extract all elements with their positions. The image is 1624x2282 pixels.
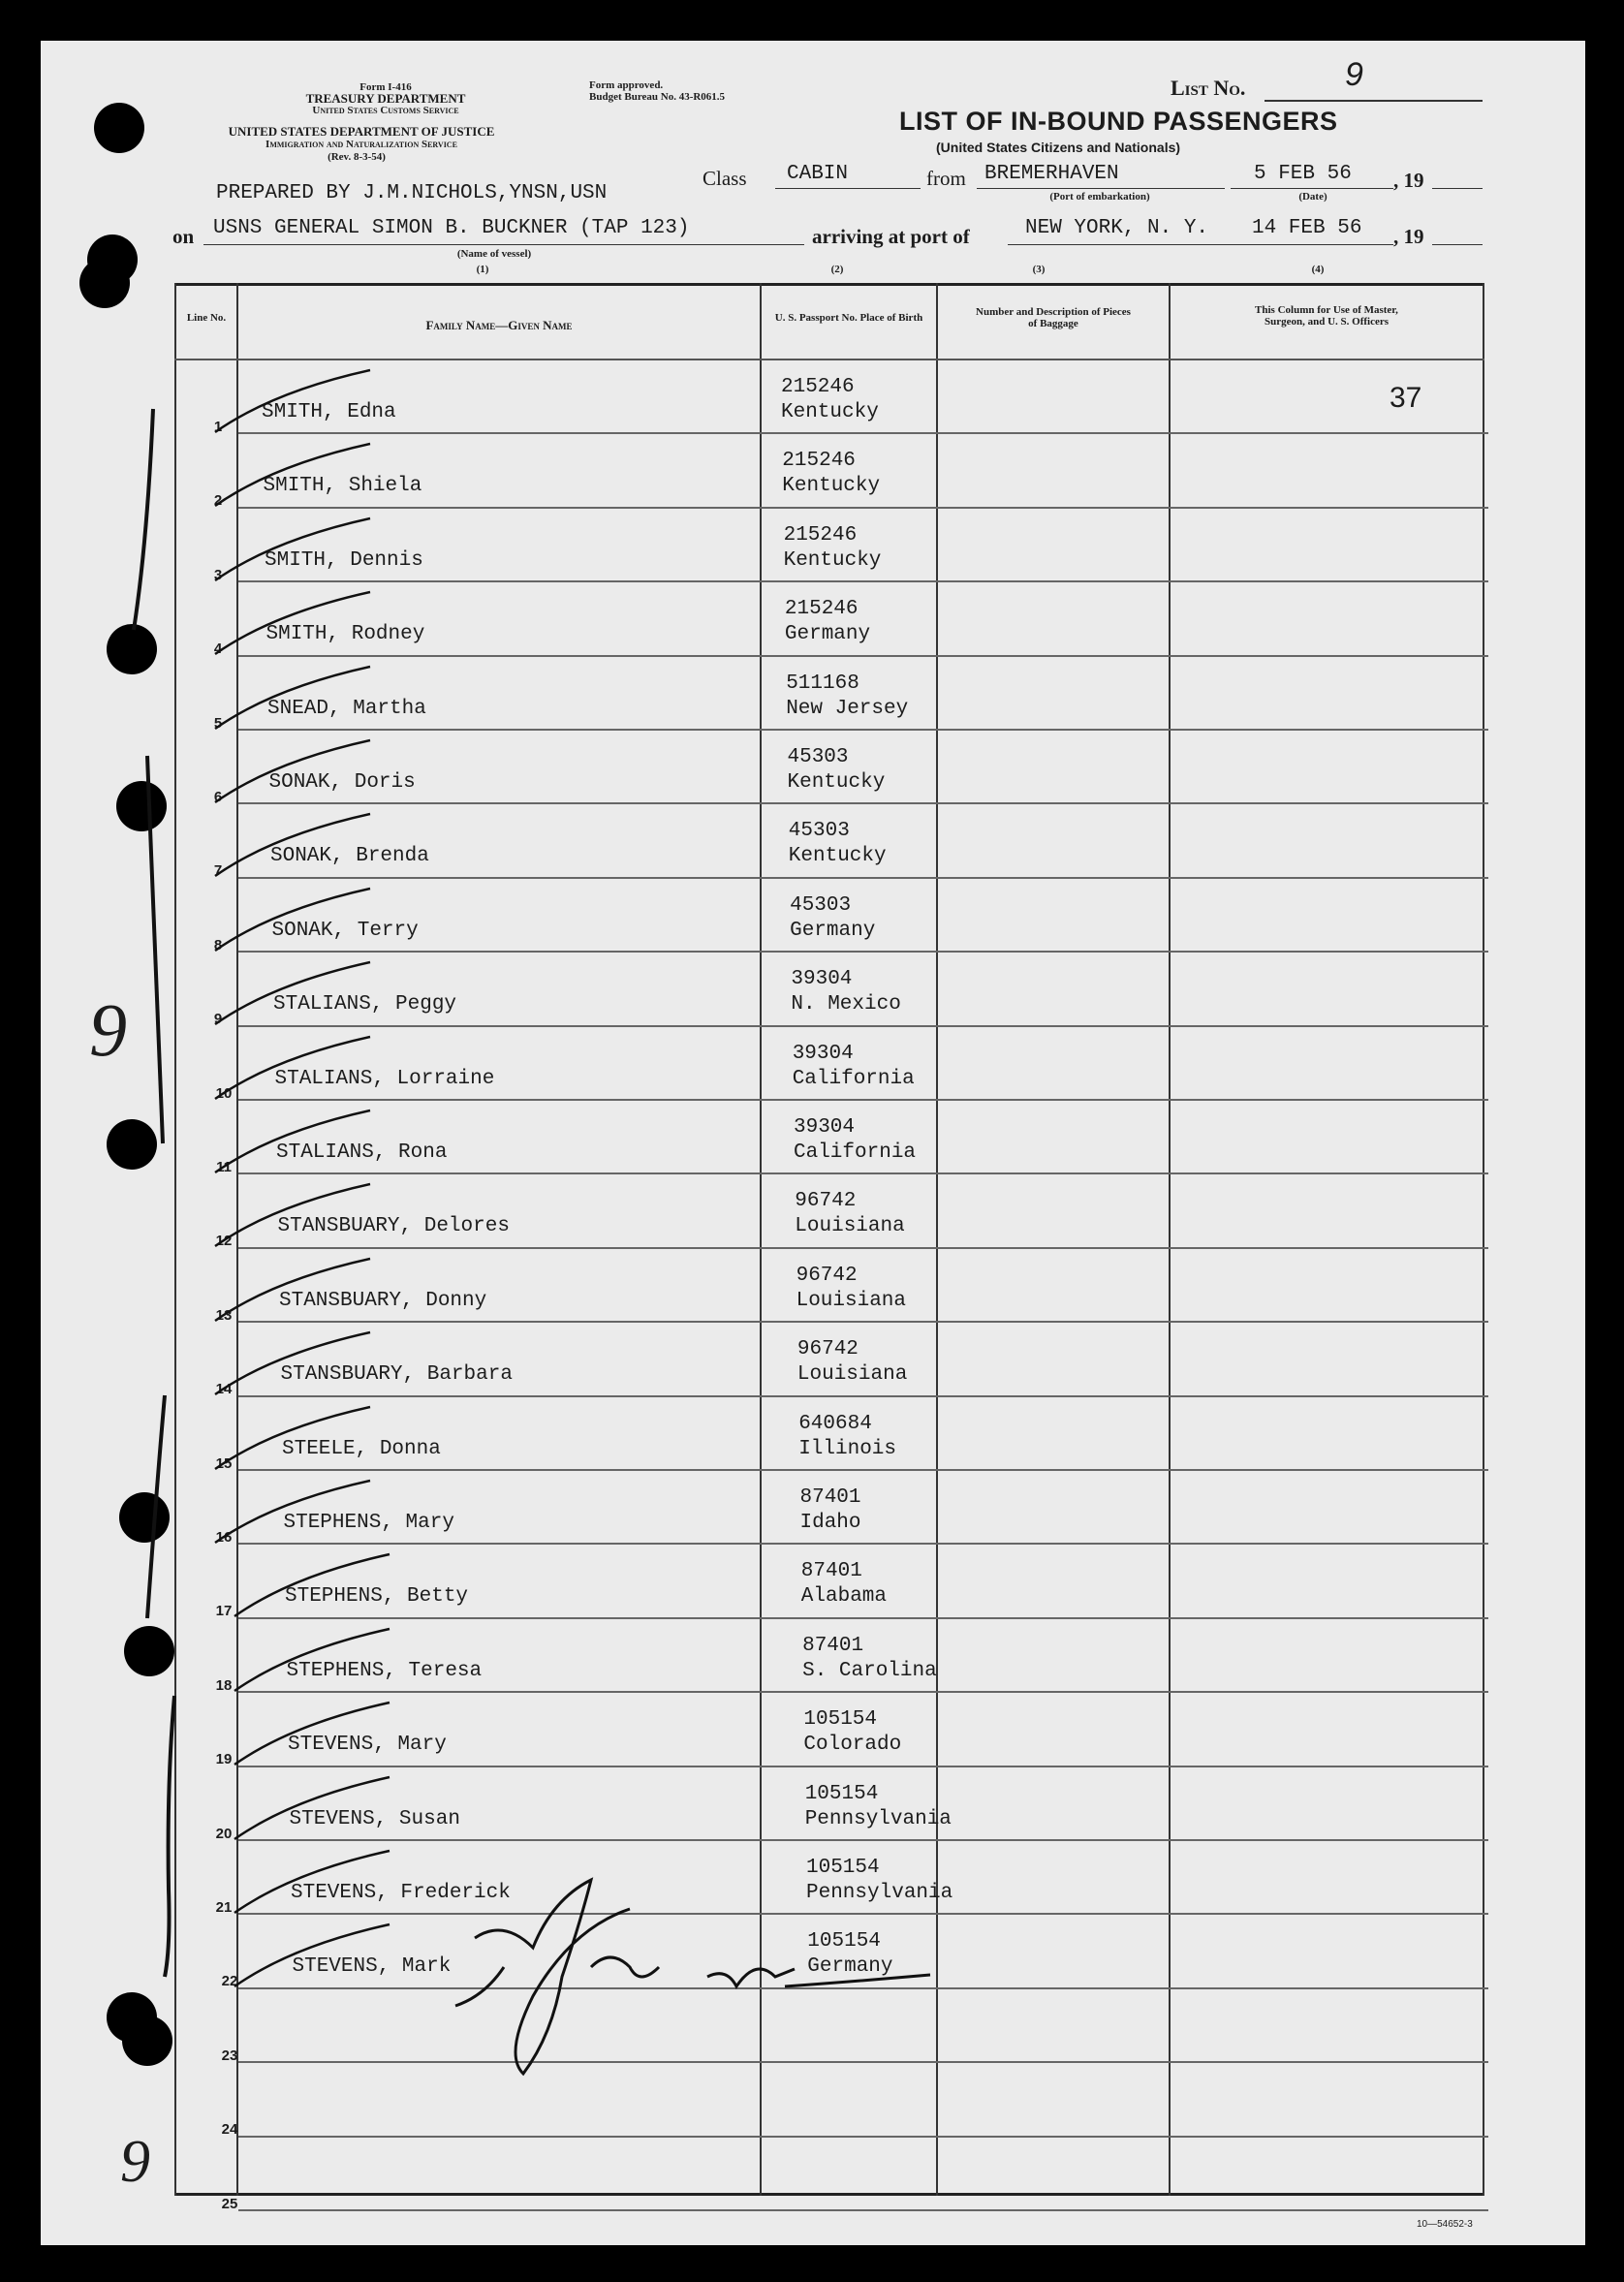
place-of-birth: California	[792, 1067, 915, 1090]
arrival-port: NEW YORK, N. Y.	[1025, 217, 1209, 239]
place-of-birth: Kentucky	[783, 548, 882, 572]
header-line-no: Line No.	[186, 312, 227, 324]
line-number: 17	[215, 1603, 233, 1620]
check-mark	[225, 1547, 419, 1624]
arrival-date: 14 FEB 56	[1252, 217, 1362, 239]
check-mark	[225, 1917, 419, 1994]
passenger-name: STEVENS, Mark	[292, 1955, 452, 1979]
place-of-birth: Alabama	[800, 1585, 888, 1609]
column-number-2: (2)	[830, 264, 844, 275]
place-of-birth: Colorado	[803, 1734, 902, 1757]
line-number: 1	[213, 419, 223, 435]
line-number: 16	[215, 1529, 233, 1546]
page-title: LIST OF IN-BOUND PASSENGERS	[899, 107, 1338, 136]
class-label: Class	[703, 167, 747, 190]
departure-date: 5 FEB 56	[1254, 163, 1352, 185]
passport-number: 105154	[804, 1782, 879, 1805]
passenger-name: SONAK, Brenda	[270, 845, 429, 868]
row-divider	[238, 1099, 1488, 1101]
check-mark	[205, 1399, 399, 1477]
place-of-birth: Kentucky	[781, 401, 879, 423]
line-number: 13	[215, 1306, 233, 1324]
check-mark	[205, 436, 399, 514]
passenger-name: STANSBUARY, Barbara	[280, 1363, 513, 1387]
margin-note: 9	[120, 2129, 150, 2195]
passport-number: 96742	[796, 1338, 859, 1361]
header-officers: This Column for Use of Master, Surgeon, and U. S. Officers	[1255, 304, 1398, 328]
check-mark	[225, 1769, 419, 1847]
row-divider	[238, 1395, 1488, 1397]
line-number: 2	[213, 492, 223, 510]
treasury-department: TREASURY DEPARTMENT	[305, 91, 466, 106]
passenger-name: SMITH, Edna	[262, 401, 396, 423]
row-divider	[238, 1691, 1488, 1693]
passport-number: 87401	[800, 1560, 862, 1583]
line-number: 23	[221, 2047, 238, 2064]
row-divider	[238, 1172, 1488, 1174]
line-number: 19	[215, 1751, 233, 1768]
passenger-name: SNEAD, Martha	[267, 697, 426, 720]
line-number: 4	[213, 641, 223, 658]
passport-number: 96742	[795, 1190, 857, 1213]
vessel-caption: (Name of vessel)	[456, 248, 532, 260]
row-divider	[238, 729, 1488, 731]
place-of-birth: Germany	[784, 623, 871, 646]
passenger-name: SONAK, Terry	[271, 919, 419, 942]
passport-number: 39304	[794, 1116, 856, 1139]
place-of-birth: California	[794, 1141, 917, 1164]
form-number: Form I-416	[359, 81, 412, 93]
place-of-birth: N. Mexico	[791, 993, 901, 1016]
check-mark	[205, 806, 399, 884]
place-of-birth: Germany	[790, 919, 876, 942]
row-divider	[238, 951, 1488, 953]
line-number: 15	[215, 1454, 233, 1472]
ins-service: Immigration and Naturalization Service	[265, 139, 457, 150]
line-number: 5	[213, 714, 223, 732]
line-number: 14	[215, 1381, 233, 1398]
passenger-name: STEELE, Donna	[282, 1437, 441, 1460]
row-divider	[238, 432, 1488, 434]
prepared-by: PREPARED BY J.M.NICHOLS,YNSN,USN	[216, 182, 608, 204]
passport-number: 39304	[791, 968, 853, 991]
column-number-3: (3)	[1032, 264, 1046, 275]
passenger-name: SONAK, Doris	[268, 771, 416, 794]
check-mark	[205, 1325, 399, 1402]
year-label-2: , 19	[1393, 225, 1424, 248]
on-label: on	[172, 225, 195, 248]
check-mark	[205, 511, 399, 588]
header-name: Family Name—Given Name	[425, 318, 573, 332]
passport-number: 39304	[792, 1042, 854, 1065]
form-approved: Form approved.	[589, 79, 664, 91]
line-number: 6	[213, 789, 223, 805]
passenger-name: STEVENS, Mary	[288, 1734, 447, 1757]
passport-number: 96742	[796, 1264, 858, 1287]
check-mark	[225, 1695, 419, 1772]
row-divider	[238, 1469, 1488, 1471]
passport-number: 87401	[799, 1486, 861, 1509]
header-baggage: Number and Description of Pieces of Baggage	[976, 306, 1131, 329]
passport-number: 45303	[787, 746, 849, 768]
passenger-name: SMITH, Rodney	[265, 623, 425, 646]
place-of-birth: Kentucky	[782, 475, 881, 498]
line-number: 24	[221, 2121, 238, 2139]
passport-number: 105154	[803, 1708, 878, 1732]
column-number-1: (1)	[476, 264, 489, 275]
check-mark	[205, 1176, 399, 1254]
arriving-label: arriving at port of	[812, 225, 970, 248]
form-footer-code: 10—54652-3	[1417, 2219, 1473, 2230]
row-divider	[238, 655, 1488, 657]
passport-number: 215246	[781, 376, 855, 398]
place-of-birth: Kentucky	[788, 845, 887, 868]
place-of-birth: Pennsylvania	[806, 1882, 953, 1904]
row-divider	[238, 580, 1488, 582]
check-mark	[205, 1103, 399, 1180]
revision-date: (Rev. 8-3-54)	[328, 151, 386, 163]
passenger-name: STANSBUARY, Donny	[279, 1289, 487, 1312]
line-number: 20	[215, 1825, 233, 1842]
check-mark	[205, 1251, 399, 1329]
budget-bureau: Budget Bureau No. 43-R061.5	[589, 91, 726, 103]
list-number-value: 9	[1345, 56, 1363, 93]
place-of-birth: Germany	[807, 1955, 893, 1979]
check-mark	[205, 659, 399, 736]
row-divider	[238, 2136, 1488, 2138]
customs-service: United States Customs Service	[312, 105, 459, 116]
check-mark	[205, 733, 399, 810]
passenger-name: STEVENS, Frederick	[291, 1882, 511, 1904]
line-number: 21	[215, 1899, 233, 1916]
column-number-4: (4)	[1311, 264, 1325, 275]
page-subtitle: (United States Citizens and Nationals)	[936, 140, 1181, 155]
row-divider	[238, 2209, 1488, 2211]
check-mark	[225, 1621, 419, 1699]
margin-note: 9	[89, 987, 127, 1072]
passport-number: 45303	[788, 820, 850, 843]
check-mark	[205, 362, 399, 440]
passenger-name: SMITH, Dennis	[265, 548, 423, 572]
place-of-birth: S. Carolina	[802, 1659, 937, 1682]
row-divider	[238, 1025, 1488, 1027]
passenger-name: STEPHENS, Teresa	[286, 1659, 483, 1682]
row-divider	[238, 1839, 1488, 1841]
class-value: CABIN	[787, 163, 849, 185]
line-number: 3	[213, 566, 223, 583]
passport-number: 215246	[782, 450, 856, 473]
from-label: from	[926, 167, 966, 190]
place-of-birth: Louisiana	[796, 1363, 908, 1387]
passenger-name: STEPHENS, Betty	[285, 1585, 469, 1609]
vessel-name: USNS GENERAL SIMON B. BUCKNER (TAP 123)	[213, 217, 690, 239]
passenger-name: STANSBUARY, Delores	[277, 1215, 510, 1238]
margin-bracket-lines	[97, 388, 213, 1986]
line-number: 11	[216, 1159, 232, 1175]
passport-number: 45303	[790, 893, 852, 917]
row-divider	[238, 802, 1488, 804]
passport-number: 87401	[802, 1634, 864, 1657]
punch-hole	[79, 258, 130, 308]
officer-note: 37	[1390, 382, 1422, 414]
line-number: 25	[221, 2195, 238, 2212]
port-embarkation-caption: (Port of embarkation)	[1049, 191, 1150, 203]
check-mark	[205, 1473, 399, 1550]
line-number: 22	[221, 1973, 238, 1990]
line-number: 18	[215, 1676, 233, 1694]
row-divider	[238, 1617, 1488, 1619]
passport-number: 640684	[798, 1412, 872, 1435]
row-divider	[238, 1247, 1488, 1249]
punch-hole	[122, 2016, 172, 2066]
passport-number: 511168	[786, 672, 859, 695]
year-label: , 19	[1393, 169, 1424, 192]
line-number: 12	[215, 1233, 233, 1250]
line-number: 10	[215, 1084, 233, 1102]
signature	[446, 1860, 950, 2093]
passenger-name: STEPHENS, Mary	[283, 1512, 454, 1534]
date-caption: (Date)	[1298, 191, 1327, 203]
place-of-birth: Kentucky	[787, 771, 886, 794]
row-divider	[238, 1766, 1488, 1767]
justice-department: UNITED STATES DEPARTMENT OF JUSTICE	[228, 124, 495, 139]
passenger-name: STALIANS, Peggy	[273, 993, 457, 1016]
port-of-embarkation: BREMERHAVEN	[984, 163, 1119, 185]
row-divider	[238, 1543, 1488, 1545]
check-mark	[205, 1029, 399, 1107]
place-of-birth: Pennsylvania	[804, 1807, 952, 1830]
passenger-name: SMITH, Shiela	[263, 475, 422, 498]
passenger-name: STALIANS, Lorraine	[274, 1067, 495, 1090]
row-divider	[238, 877, 1488, 879]
passenger-name: STALIANS, Rona	[276, 1141, 448, 1164]
place-of-birth: New Jersey	[786, 697, 909, 720]
punch-hole	[94, 103, 144, 153]
passport-number: 105154	[807, 1930, 881, 1954]
place-of-birth: Louisiana	[795, 1215, 905, 1238]
check-mark	[205, 584, 399, 662]
passport-number: 105154	[806, 1857, 880, 1879]
list-number-label: List No.	[1171, 76, 1246, 100]
place-of-birth: Idaho	[799, 1512, 861, 1534]
passenger-name: STEVENS, Susan	[289, 1807, 460, 1830]
check-mark	[205, 881, 399, 958]
place-of-birth: Louisiana	[796, 1289, 907, 1312]
line-number: 9	[213, 1011, 223, 1028]
place-of-birth: Illinois	[798, 1437, 897, 1460]
line-number: 8	[213, 936, 223, 953]
header-passport: U. S. Passport No. Place of Birth	[774, 312, 923, 324]
passport-number: 215246	[784, 598, 859, 621]
line-number: 7	[213, 862, 223, 880]
row-divider	[238, 507, 1488, 509]
check-mark	[205, 954, 399, 1032]
passport-number: 215246	[783, 523, 858, 547]
row-divider	[238, 1321, 1488, 1323]
check-mark	[225, 1843, 419, 1921]
